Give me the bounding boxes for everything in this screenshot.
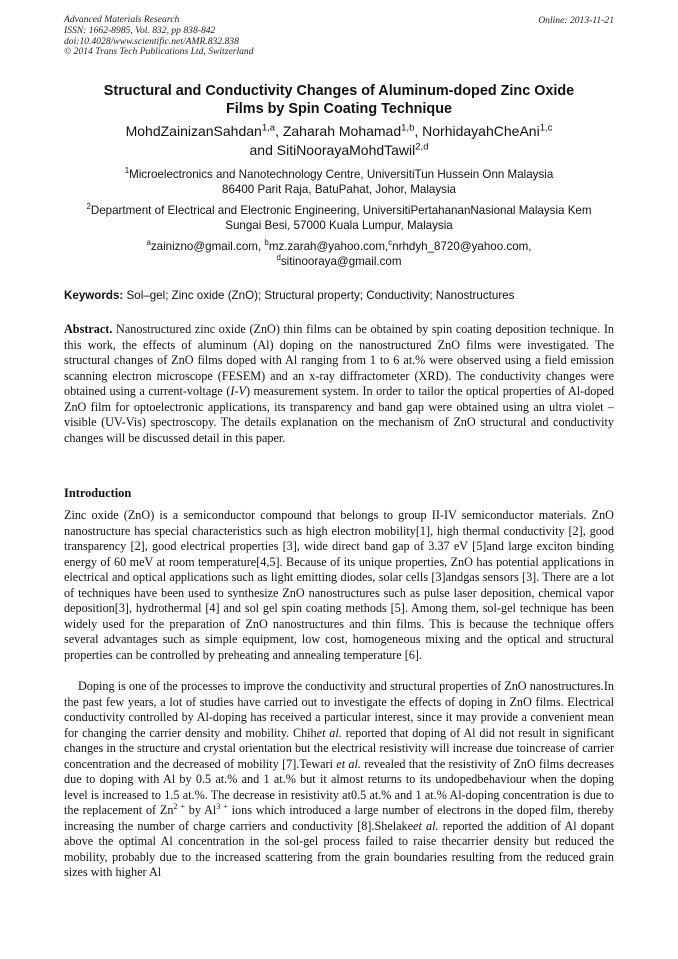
keywords [64,289,514,302]
title-line-1: Structural and Conductivity Changes of Aluminum-doped Zinc Oxide [103,83,575,99]
journal-name: Advanced Materials Research [64,14,180,25]
para2-text-a: Doping is one of the processes to improve the conductivity and structural properties of ZnO nanostructures.In the past few years, a lot of studies have carried out to investigate the effects of doping in ZnO films. Electrical conductivity controlled by Al-doping has received a particular interest, since it may provide a convenient mean for changing the carrier density and mobility. Chih [64,679,614,740]
email-d-mark: d [276,253,281,263]
doi-line[interactable]: doi:10.4028/www.scientific.net/AMR.832.838 [64,35,239,47]
para2-text-b: reported that doping of Al did not result in significant changes in the structure and crystal orientation but the electrical resistivity will increase due toincrease of carrier concentration and the decreased of mobility [7].Tewari [64,725,614,771]
abstract-label: Abstract. [64,322,113,336]
affiliation-2-line-2: Sungai Besi, 57000 Kuala Lumpur, Malaysia [225,219,453,232]
author-3-affil: 1,c [539,122,553,134]
affiliation-2-mark: 2 [86,202,91,212]
email-a-mark: a [146,238,151,248]
email-c-mark: c [388,238,393,248]
affiliation-1-line-2: 86400 Parit Raja, BatuPahat, Johor, Malaysia [222,183,456,196]
journal-header [64,15,254,58]
para2-text-c: revealed that the resistivity of ZnO films decreases due to doping with Al by 0.5 at.% and 1 at.% but it almost returns to its undopedbehaviour when the doping level is increased to 1.5 at.%. The decrease in resistivity at0.5 at.% and 1 at.% Al-doping concentration is due to the replacement of Zn [64,756,614,817]
author-2-affil: 1,b [401,122,415,134]
abstract-text-1: Nanostructured zinc oxide (ZnO) thin films can be obtained by spin coating deposition technique. In this work, the effects of aluminum (Al) doping on the nanostructured ZnO films were investigated. The structural changes of ZnO films doped with Al ranging from 1 to 6 at.% were observed using a field emission scanning electron microscope (FESEM) and an x-ray diffractometer (XRD). The conductivity changes were obtained using a current-voltage ( [64,322,615,398]
abstract [64,322,614,446]
email-b[interactable]: mz.zarah@yahoo.com, [268,240,389,253]
keywords-label: Keywords: [64,289,124,302]
affiliation-2 [56,203,622,233]
para2-etal-3: et al. [413,818,439,833]
affiliation-2-line-1: Department of Electrical and Electronic Engineering, UniversitiPertahananNasional Malaysia Kem [90,204,592,217]
al-charge: 3 + [216,801,228,811]
keywords-text: Sol–gel; Zinc oxide (ZnO); Structural property; Conductivity; Nanostructures [126,289,515,302]
author-3: NorhidayahCheAni [422,123,540,139]
affiliation-1-line-1: Microelectronics and Nanotechnology Centre, UniversitiTun Hussein Onn Malaysia [129,168,554,181]
para2-etal-2: et al. [336,756,361,771]
abstract-iv: I-V [230,384,246,398]
para2-text-e: ions which introduced a large number of electrons in the doped film, thereby increasing the number of charge carriers and conductivity [8].Shelake [64,803,614,833]
email-c[interactable]: nrhdyh_8720@yahoo.com, [392,240,532,253]
abstract-text-2: ) measurement system. In order to tailor the optical properties of Al-doped ZnO film for optoelectronic applications, its transparency and band gap were obtained using an ultra violet – visible (UV-Vis) spectroscopy. The details explanation on the mechanism of ZnO structural and conductivity changes will be discussed detail in this paper. [64,384,614,445]
affiliation-1 [58,167,620,197]
introduction-paragraph-2 [64,679,614,881]
author-2: Zaharah Mohamad [282,123,402,139]
zn-charge: 2 + [173,801,186,811]
para2-text-d: by Al [185,803,217,817]
author-1: MohdZainizanSahdan [125,123,262,139]
para2-text-f: reported the addition of Al dopant above the optimal Al concentration in the sol-gel process failed to raise thecarrier density but reduced the mobility, probably due to the increased scattering from the grain boundaries resulting from the reduced grain sizes with higher Al [64,818,614,879]
email-a[interactable]: zainizno@gmail.com, [150,240,262,253]
email-d[interactable]: sitinooraya@gmail.com [280,255,402,268]
author-1-affil: 1,a [261,122,276,134]
author-4: SitiNoorayaMohdTawil [276,142,416,158]
author-and: and [249,142,273,158]
online-date: Online: 2013-11-21 [538,15,614,26]
author-list: MohdZainizanSahdan$^{1,a}$, Zaharah Mohamad$^{1,b}$, NorhidayahCheAni$^{1,c}$ and SitiNoorayaMohdTawil$^{2,d}$ [125,122,553,158]
introduction-heading: Introduction [64,486,132,500]
para2-etal-1: et al. [316,725,342,740]
introduction-paragraph-1: Zinc oxide (ZnO) is a semiconductor compound that belongs to group II-IV semiconductor materials. ZnO nanostructure has special characteristics such as high electron mobility[1], high thermal conductivity [2], good transparency [2], good electrical properties [3], wide direct band gap of 3.37 eV [5]and large exciton binding energy of 60 meV at room temperature[4,5]. Because of its unique properties, ZnO has potential applications in electrical and optical applications such as light emitting diodes, solar cells [3]andgas sensors [3]. There are a lot of techniques have been used to synthesize ZnO nanostructures such as pulse laser deposition, chemical vapor deposition[3], hydrothermal [4] and sol gel spin coating methods [5]. Among them, sol-gel technique has been widely used for the preparation of ZnO nanostructures and thin films. This is because the technique offers several advantages such as simple equipment, low cost, homogeneous mixing and the optical and structural properties can be controlled by preheating and annealing temperature [6]. [64,508,614,662]
issn-line: ISSN: 1662-8985, Vol. 832, pp 838-842 [64,24,216,36]
email-list [58,239,620,269]
title-line-2: Films by Spin Coating Technique [226,101,452,117]
copyright-line: © 2014 Trans Tech Publications Ltd, Switzerland [64,46,254,58]
author-4-affil: 2,d [415,141,429,153]
affiliation-1-mark: 1 [124,166,130,176]
paper-title [50,82,628,118]
email-b-mark: b [264,238,269,248]
